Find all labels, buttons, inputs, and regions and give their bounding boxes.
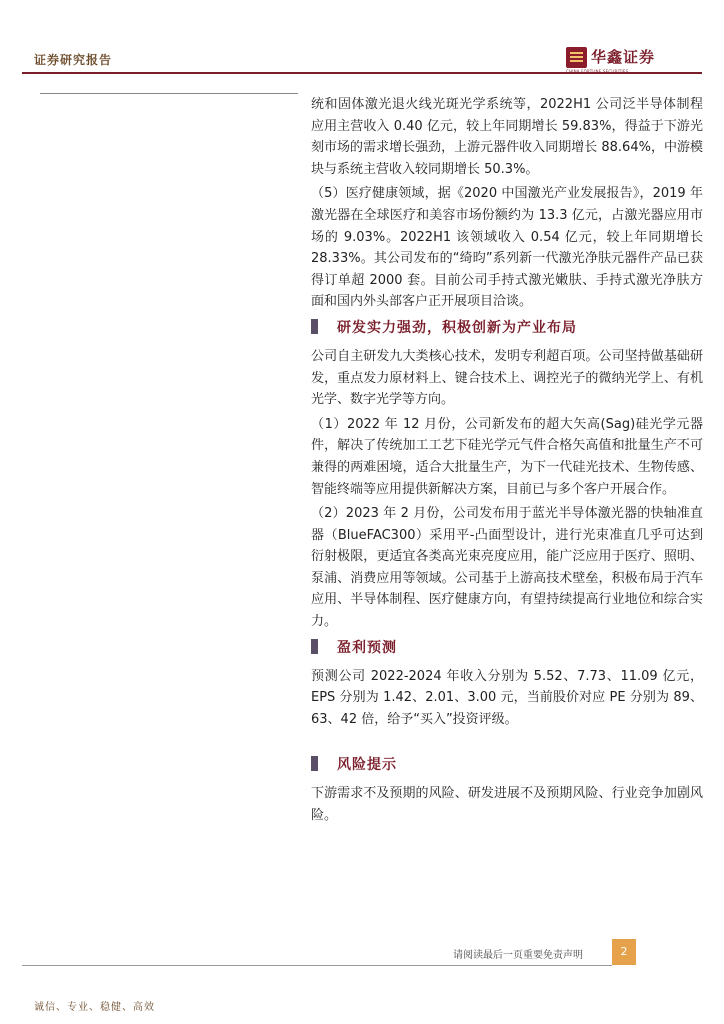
report-type-label: 证券研究报告 [34, 53, 113, 67]
logo-mark-icon [566, 47, 587, 68]
heading-bar-icon [311, 756, 318, 771]
paragraph-medical: （5）医疗健康领域，据《2020 中国激光产业发展报告》，2019 年激光器在全球医疗和美容市场份额约为 13.3 亿元，占激光器应用市场的 9.03%。2022H1 该领域收入 0.54 亿元，较上年同期增长 28.33%。其公司发布的“绮昀”系列新一代激光净肤元器件产品已获得订单超 2000 套。目前公司手持式激光嫩肤、手持式激光净肤方面和国内外头部客户正开展项目洽谈。 [311, 186, 703, 310]
paragraph-forecast: 预测公司 2022-2024 年收入分别为 5.52、7.73、11.09 亿元，EPS 分别为 1.42、2.01、3.00 元，当前股价对应 PE 分别为 89、63、42 倍，给予“买入”投资评级。 [311, 668, 703, 727]
disclaimer-note: 请阅读最后一页重要免责声明 [453, 950, 583, 961]
section-title: 风险提示 [337, 757, 397, 774]
section-heading-rnd [311, 317, 703, 337]
section-heading-forecast [311, 637, 703, 657]
left-column-divider [40, 93, 298, 94]
paragraph-bluefac: （2）2023 年 2 月份，公司发布用于蓝光半导体激光器的快轴准直器（BlueFAC300）采用平-凸面型设计，进行光束准直几乎可达到衍射极限，更适宜各类高光束亮度应用，能广泛应用于医疗、照明、泵浦、消费应用等领域。公司基于上游高技术壁垒，积极布局于汽车应用、半导体制程、医疗健康方向，有望持续提高行业地位和综合实力。 [311, 506, 703, 630]
heading-bar-icon [311, 319, 318, 334]
main-content [311, 94, 703, 830]
page-number: 2 [612, 939, 636, 965]
paragraph-core-tech: 公司自主研发九大类核心技术，发明专利超百项。公司坚持做基础研发，重点发力原材料上、键合技术上、调控光子的微纳光学上、有机光学、数字光学等方向。 [311, 348, 703, 408]
company-logo [566, 47, 676, 75]
section-title: 研发实力强劲，积极创新为产业布局 [337, 319, 577, 336]
footer-divider [22, 965, 612, 966]
heading-bar-icon [311, 639, 318, 654]
logo-name: 华鑫证券 [591, 48, 656, 66]
paragraph-semiconductor: 统和固体激光退火线光斑光学系统等，2022H1 公司泛半导体制程应用主营收入 0.40 亿元，较上年同期增长 59.83%，得益于下游光刻市场的需求增长强劲，上游元器件收入同期增长 88.64%，中游模块与系统主营收入较同期增长 50.3%。 [311, 97, 703, 177]
paragraph-sag-optics: （1）2022 年 12 月份，公司新发布的超大矢高(Sag)硅光学元器件，解决了传统加工工艺下硅光学元气件合格矢高值和批量生产不可兼得的两难困境，适合大批量生产，为下一代硅光技术、生物传感、智能终端等应用提供新解决方案，目前已与多个客户开展合作。 [311, 416, 703, 497]
paragraph-risk: 下游需求不及预期的风险、研发进展不及预期风险、行业竞争加剧风险。 [311, 786, 703, 824]
section-title: 盈利预测 [337, 639, 397, 656]
header-divider [22, 72, 702, 74]
section-heading-risk [311, 754, 703, 774]
footer-motto: 诚信、专业、稳健、高效 [34, 1002, 155, 1013]
